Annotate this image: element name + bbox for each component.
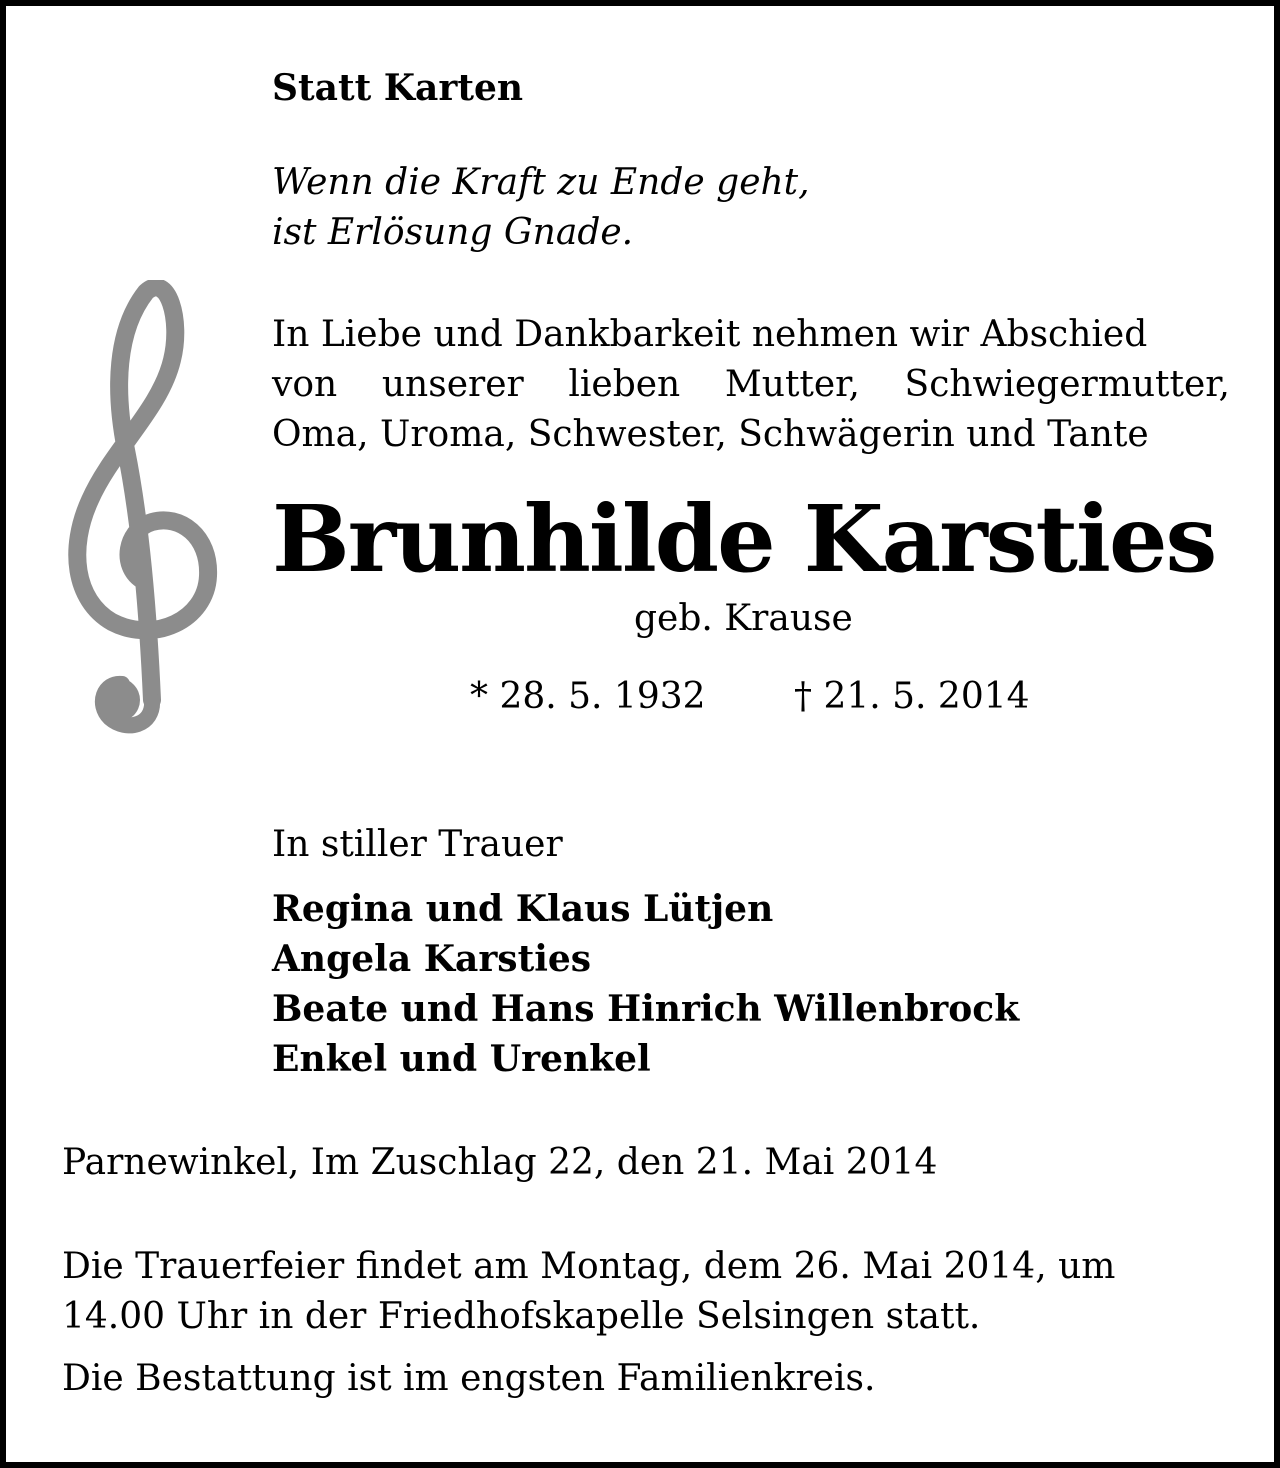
motto-line: Wenn die Kraft zu Ende geht, — [272, 162, 810, 203]
funeral-service-info — [62, 1242, 1115, 1342]
service-line: Die Trauerfeier findet am Montag, dem 26. Mai 2014, um — [62, 1246, 1116, 1287]
intro-text — [272, 310, 1230, 460]
deceased-name: Brunhilde Karsties — [272, 485, 1216, 593]
mourner-entry: Regina und Klaus Lütjen — [272, 888, 774, 930]
death-date: † 21. 5. 2014 — [794, 676, 1030, 717]
notice-header: Statt Karten — [272, 67, 524, 109]
mourning-phrase: In stiller Trauer — [272, 824, 563, 865]
maiden-name: geb. Krause — [634, 598, 853, 639]
mourner-entry: Enkel und Urenkel — [272, 1038, 651, 1080]
burial-info: Die Bestattung ist im engsten Familienkreis. — [62, 1358, 876, 1399]
mourners-list — [272, 884, 1019, 1084]
intro-line: In Liebe und Dankbarkeit nehmen wir Abschied — [272, 314, 1148, 355]
mourner-entry: Beate und Hans Hinrich Willenbrock — [272, 988, 1020, 1030]
intro-line: Oma, Uroma, Schwester, Schwägerin und Tante — [272, 414, 1149, 455]
treble-clef-icon — [56, 280, 236, 740]
intro-line: von unserer lieben Mutter, Schwiegermutter, — [272, 364, 1230, 405]
place-and-date: Parnewinkel, Im Zuschlag 22, den 21. Mai 2014 — [62, 1142, 938, 1183]
motto-line: ist Erlösung Gnade. — [272, 212, 634, 253]
birth-date: * 28. 5. 1932 — [470, 676, 706, 717]
mourner-entry: Angela Karsties — [272, 938, 592, 980]
service-line: 14.00 Uhr in der Friedhofskapelle Selsingen statt. — [62, 1296, 981, 1337]
motto-quote — [272, 158, 810, 258]
